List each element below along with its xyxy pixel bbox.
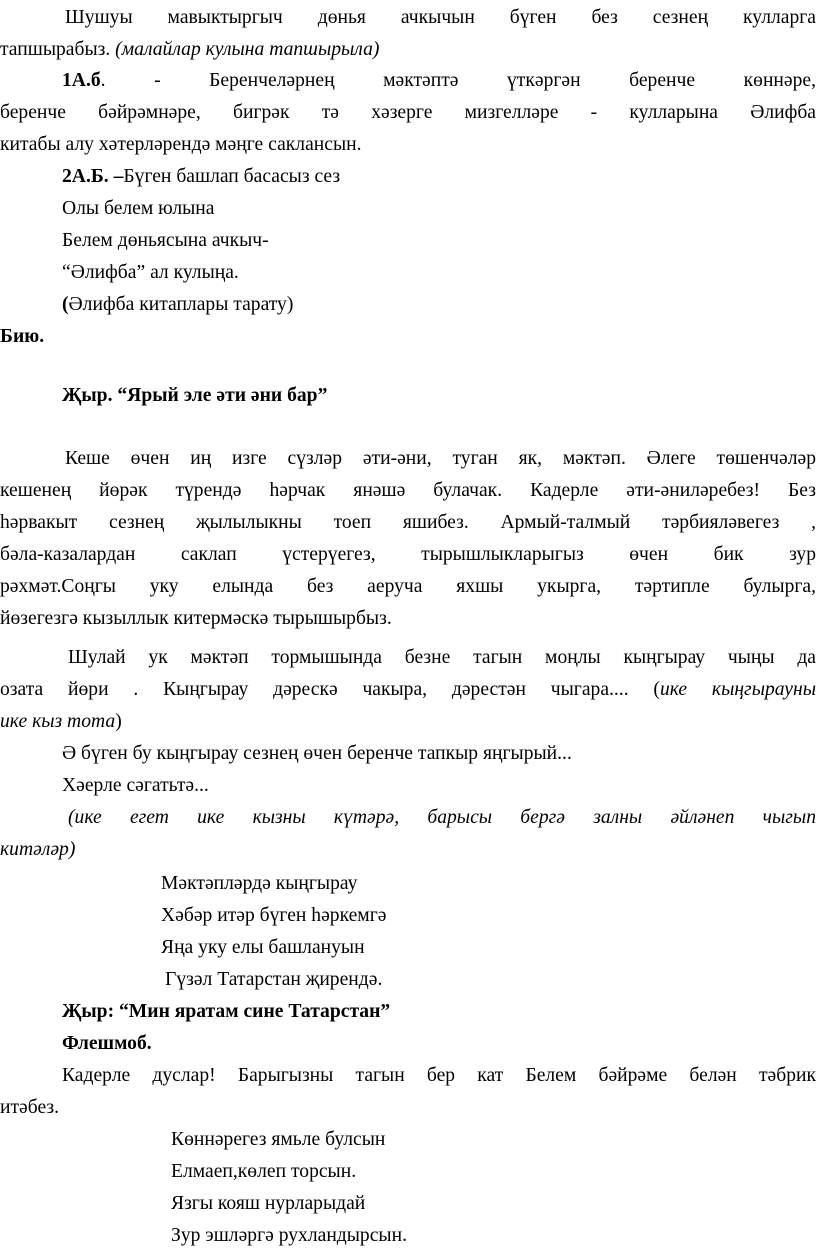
speaker-1a: 1А.б	[62, 70, 101, 91]
stage-note-line-1: (ике егет ике кызны күтәрә, барысы бергә залны әйләнеп чыгып	[68, 807, 816, 828]
speech1-text: . - Беренчеләрнең мәктәптә үткәргән беренче көннәре,	[100, 70, 816, 91]
para1-line: йөзегезгә кызыллык китермәскә тырышырбыз.	[0, 608, 392, 629]
para1-line: Кеше өчен иң изге сүзләр әти-әни, туган як, мәктәп. Әлеге төшенчәләр	[65, 448, 816, 469]
para3-line: Ә бүген бу кыңгырау сезнең өчен беренче тапкыр яңгырый...	[62, 743, 572, 764]
speech2-line-1	[62, 167, 340, 187]
para1-line: һәрвакыт сезнең җылылыкны тоеп яшибез. Армый-талмый тәрбияләвегез ,	[0, 512, 816, 533]
para2-stage-note-end: ике кыз тота	[0, 711, 116, 732]
poem1-line: Гүзәл Татарстан җирендә.	[165, 969, 383, 990]
speech2-poem-line: Белем дөньясына ачкыч-	[62, 230, 269, 251]
para2-stage-note: ике кыңгырауны	[659, 679, 816, 700]
song2-heading: Җыр: “Мин яратам сине Татарстан”	[62, 1001, 391, 1022]
para2-line-2	[0, 680, 816, 700]
para1-line: рәхмәт.Соңгы уку елында без аеруча яхшы укырга, тәртипле булырга,	[0, 576, 816, 597]
poem1-line: Хәбәр итәр бүген һәркемгә	[161, 905, 387, 926]
stage-note-line-2: китәләр)	[0, 839, 76, 860]
poem2-line: Елмаеп,көлеп торсын.	[171, 1161, 357, 1182]
song1-heading: Җыр. “Ярый эле әти әни бар”	[62, 385, 328, 406]
speech1-line-1	[62, 71, 816, 91]
poem1-line: Яңа уку елы башлануын	[161, 937, 365, 958]
para1-line: кешенең йөрәк түрендә һәрчак янәшә булачак. Кадерле әти-әниләребез! Без	[0, 480, 816, 501]
speech2-poem-line: Бүген башлап басасыз сез	[123, 166, 341, 187]
para2-line-3: ике кыз тота)	[0, 711, 122, 732]
intro-line-1: Шушуы мавыктыргыч дөнья ачкычын бүген без сезнең кулларга	[65, 7, 816, 28]
poem2-line: Язгы кояш нурларыдай	[171, 1193, 366, 1214]
speech1-line-2: беренче бәйрәмнәре, бигрәк тә хәзерге мизгелләре - кулларына Әлифба	[0, 102, 816, 123]
intro-line-2	[0, 40, 379, 60]
para2-line-1: Шулай ук мәктәп тормышында безне тагын моңлы кыңгырау чыңы да	[68, 647, 816, 668]
para5-line-1: Кадерле дуслар! Барыгызны тагын бер кат Белем бәйрәме белән тәбрик	[62, 1065, 816, 1086]
speech2-poem-line: “Әлифба” ал кулыңа.	[62, 262, 239, 283]
intro-stage-note: (малайлар кулына тапшырыла)	[115, 39, 380, 60]
poem2-line: Көннәрегез ямьле булсын	[171, 1129, 386, 1150]
flashmob-heading: Флешмоб.	[62, 1033, 152, 1054]
para4-line: Хәерле сәгатьтә...	[62, 775, 209, 796]
poem1-line: Мәктәпләрдә кыңгырау	[161, 873, 358, 894]
intro-text: тапшырабыз.	[0, 39, 111, 60]
poem2-line: Зур эшләргә рухландырсын.	[171, 1225, 407, 1246]
speech1-line-3: китабы алу хәтерләрендә мәңге саклансын.	[0, 134, 362, 155]
speaker-2ab: 2А.Б. –	[62, 166, 124, 187]
speech2-poem-line: Олы белем юлына	[62, 198, 215, 219]
dance-heading: Бию.	[0, 326, 45, 347]
para1-line: бәла-казалардан саклап үстерүегез, тырышлыкларыгыз өчен бик зур	[0, 544, 816, 565]
para2-text: озата йөри . Кыңгырау дәрескә чакыра, дәрестән чыгара.... (	[0, 679, 660, 700]
para5-line-2: итәбез.	[0, 1097, 60, 1118]
speech2-stage-note: (Әлифба китаплары тарату)	[62, 294, 294, 315]
